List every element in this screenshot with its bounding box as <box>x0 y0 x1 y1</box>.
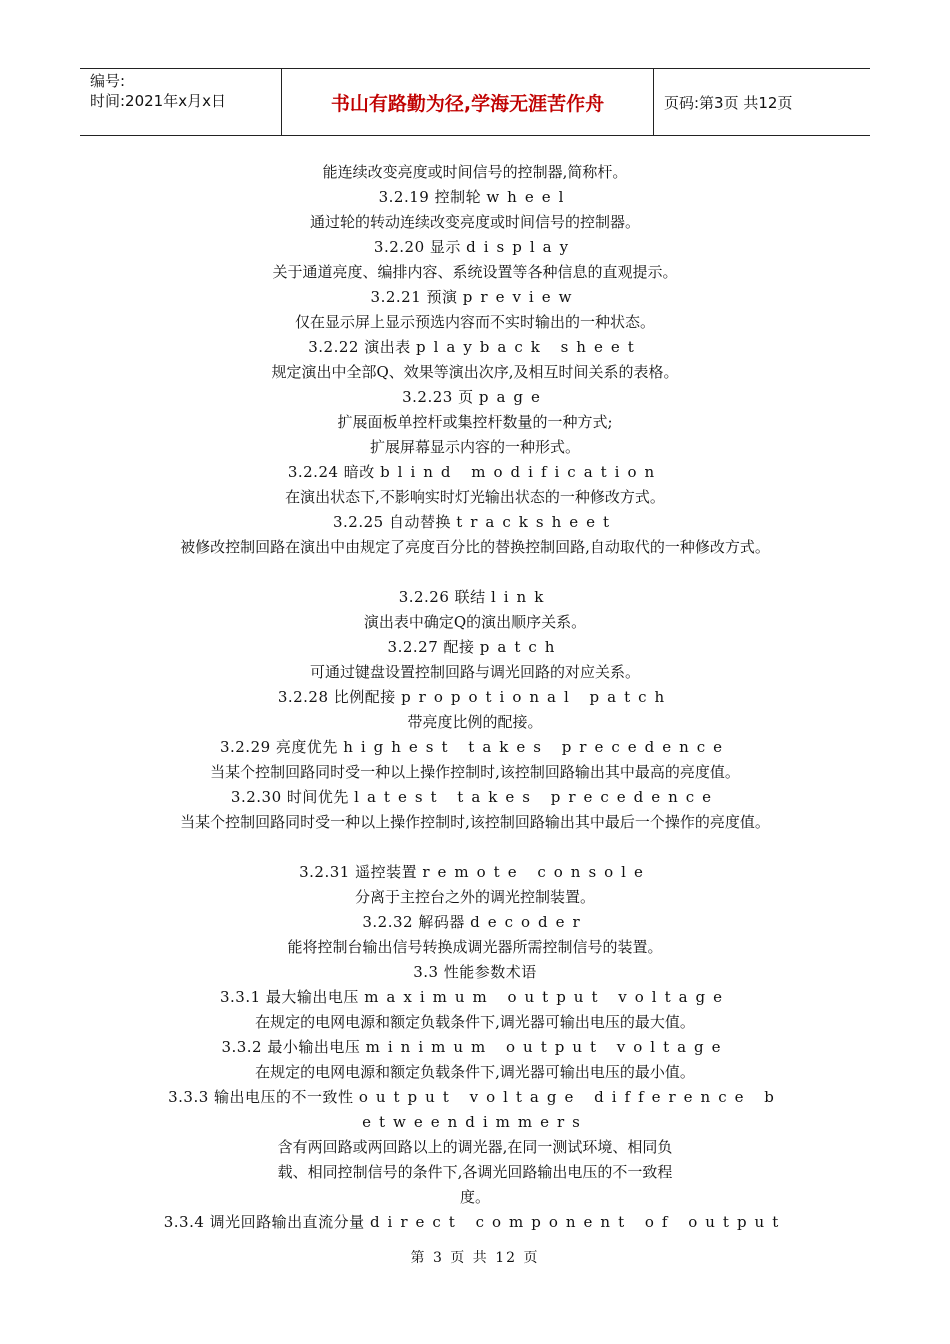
paragraph-line: 带亮度比例的配接。 <box>407 713 543 731</box>
term-heading: 3.2.27 配接 patch <box>387 638 563 656</box>
paragraph-line: 载、相同控制信号的条件下,各调光回路输出电压的不一致程 <box>277 1163 673 1181</box>
paragraph-line: 演出表中确定Q的演出顺序关系。 <box>363 613 587 631</box>
english-term: decoder <box>470 913 588 931</box>
term-heading: 3.2.30 时间优先 latest takes precedence <box>230 788 720 806</box>
paragraph-line: 可通过键盘设置控制回路与调光回路的对应关系。 <box>309 663 640 681</box>
paragraph-line: 度。 <box>459 1188 490 1206</box>
english-term: display <box>466 238 577 256</box>
term-heading: 3.3.4 调光回路输出直流分量 direct component of output <box>163 1213 787 1231</box>
paragraph-line: 通过轮的转动连续改变亮度或时间信号的控制器。 <box>309 213 640 231</box>
english-term: propotional patch <box>401 688 673 706</box>
term-heading-continued <box>80 1110 870 1135</box>
english-term: highest takes precedence <box>343 738 731 756</box>
page-header <box>80 68 870 136</box>
section-heading: 3.3 性能参数术语 <box>413 963 537 981</box>
english-term: etweendimmers <box>362 1113 588 1131</box>
blank-line <box>80 835 870 860</box>
english-term: remote console <box>422 863 651 881</box>
header-motto: 书山有路勤为径,学海无涯苦作舟 <box>282 69 654 135</box>
paragraph-line: 分离于主控台之外的调光控制装置。 <box>354 888 595 906</box>
paragraph-line: 在规定的电网电源和额定负载条件下,调光器可输出电压的最小值。 <box>255 1063 695 1081</box>
term-heading: 3.2.29 亮度优先 highest takes precedence <box>219 738 731 756</box>
term-heading: 3.2.28 比例配接 propotional patch <box>277 688 673 706</box>
paragraph-line: 仅在显示屏上显示预选内容而不实时输出的一种状态。 <box>294 313 655 331</box>
english-term: preview <box>462 288 580 306</box>
paragraph-line: 关于通道亮度、编排内容、系统设置等各种信息的直观提示。 <box>272 263 678 281</box>
english-term: page <box>478 388 548 406</box>
paragraph-line: 扩展面板单控杆或集控杆数量的一种方式; <box>337 413 613 431</box>
page-footer: 第 3 页 共 12 页 <box>410 1250 540 1266</box>
paragraph-line: 当某个控制回路同时受一种以上操作控制时,该控制回路输出其中最高的亮度值。 <box>210 763 740 781</box>
english-term: tracksheet <box>456 513 618 531</box>
term-heading: 3.2.32 解码器 decoder <box>362 913 588 931</box>
term-heading: 3.3.2 最小输出电压 minimum output voltage <box>221 1038 729 1056</box>
english-term: minimum output voltage <box>365 1038 729 1056</box>
paragraph-line: 在规定的电网电源和额定负载条件下,调光器可输出电压的最大值。 <box>255 1013 695 1031</box>
document-number: 编号: <box>90 72 126 90</box>
paragraph-line: 能连续改变亮度或时间信号的控制器,简称杆。 <box>322 163 628 181</box>
document-date: 时间:2021年x月x日 <box>90 92 226 110</box>
document-body <box>80 160 870 1235</box>
term-heading: 3.2.22 演出表 playback sheet <box>308 338 642 356</box>
term-heading: 3.2.23 页 page <box>402 388 548 406</box>
paragraph-line: 被修改控制回路在演出中由规定了亮度百分比的替换控制回路,自动取代的一种修改方式。 <box>180 538 770 556</box>
english-term: wheel <box>486 188 572 206</box>
english-term: maximum output voltage <box>364 988 731 1006</box>
english-term: patch <box>479 638 563 656</box>
header-page-number: 页码:第3页 共12页 <box>664 93 793 112</box>
english-term: direct component of output <box>369 1213 787 1231</box>
paragraph-line: 扩展屏幕显示内容的一种形式。 <box>369 438 580 456</box>
term-heading: 3.2.31 遥控装置 remote console <box>299 863 651 881</box>
english-term: latest takes precedence <box>354 788 720 806</box>
term-heading: 3.3.3 输出电压的不一致性 output voltage difference b <box>168 1088 782 1106</box>
paragraph-line: 含有两回路或两回路以上的调光器,在同一测试环境、相同负 <box>277 1138 673 1156</box>
term-heading: 3.2.24 暗改 blind modification <box>287 463 663 481</box>
header-info <box>80 69 282 135</box>
english-term: playback sheet <box>415 338 642 356</box>
blank-line <box>80 560 870 585</box>
term-heading: 3.2.26 联结 link <box>398 588 552 606</box>
term-heading: 3.2.20 显示 display <box>373 238 577 256</box>
english-term: output voltage difference b <box>358 1088 782 1106</box>
english-term: blind modification <box>380 463 663 481</box>
term-heading: 3.3.1 最大输出电压 maximum output voltage <box>219 988 731 1006</box>
paragraph-line: 能将控制台输出信号转换成调光器所需控制信号的装置。 <box>287 938 663 956</box>
term-heading: 3.2.21 预演 preview <box>370 288 580 306</box>
paragraph-line: 在演出状态下,不影响实时灯光输出状态的一种修改方式。 <box>285 488 665 506</box>
term-heading: 3.2.19 控制轮 wheel <box>378 188 572 206</box>
term-heading: 3.2.25 自动替换 tracksheet <box>332 513 618 531</box>
paragraph-line: 规定演出中全部Q、效果等演出次序,及相互时间关系的表格。 <box>271 363 679 381</box>
paragraph-line: 当某个控制回路同时受一种以上操作控制时,该控制回路输出其中最后一个操作的亮度值。 <box>180 813 770 831</box>
english-term: link <box>490 588 552 606</box>
